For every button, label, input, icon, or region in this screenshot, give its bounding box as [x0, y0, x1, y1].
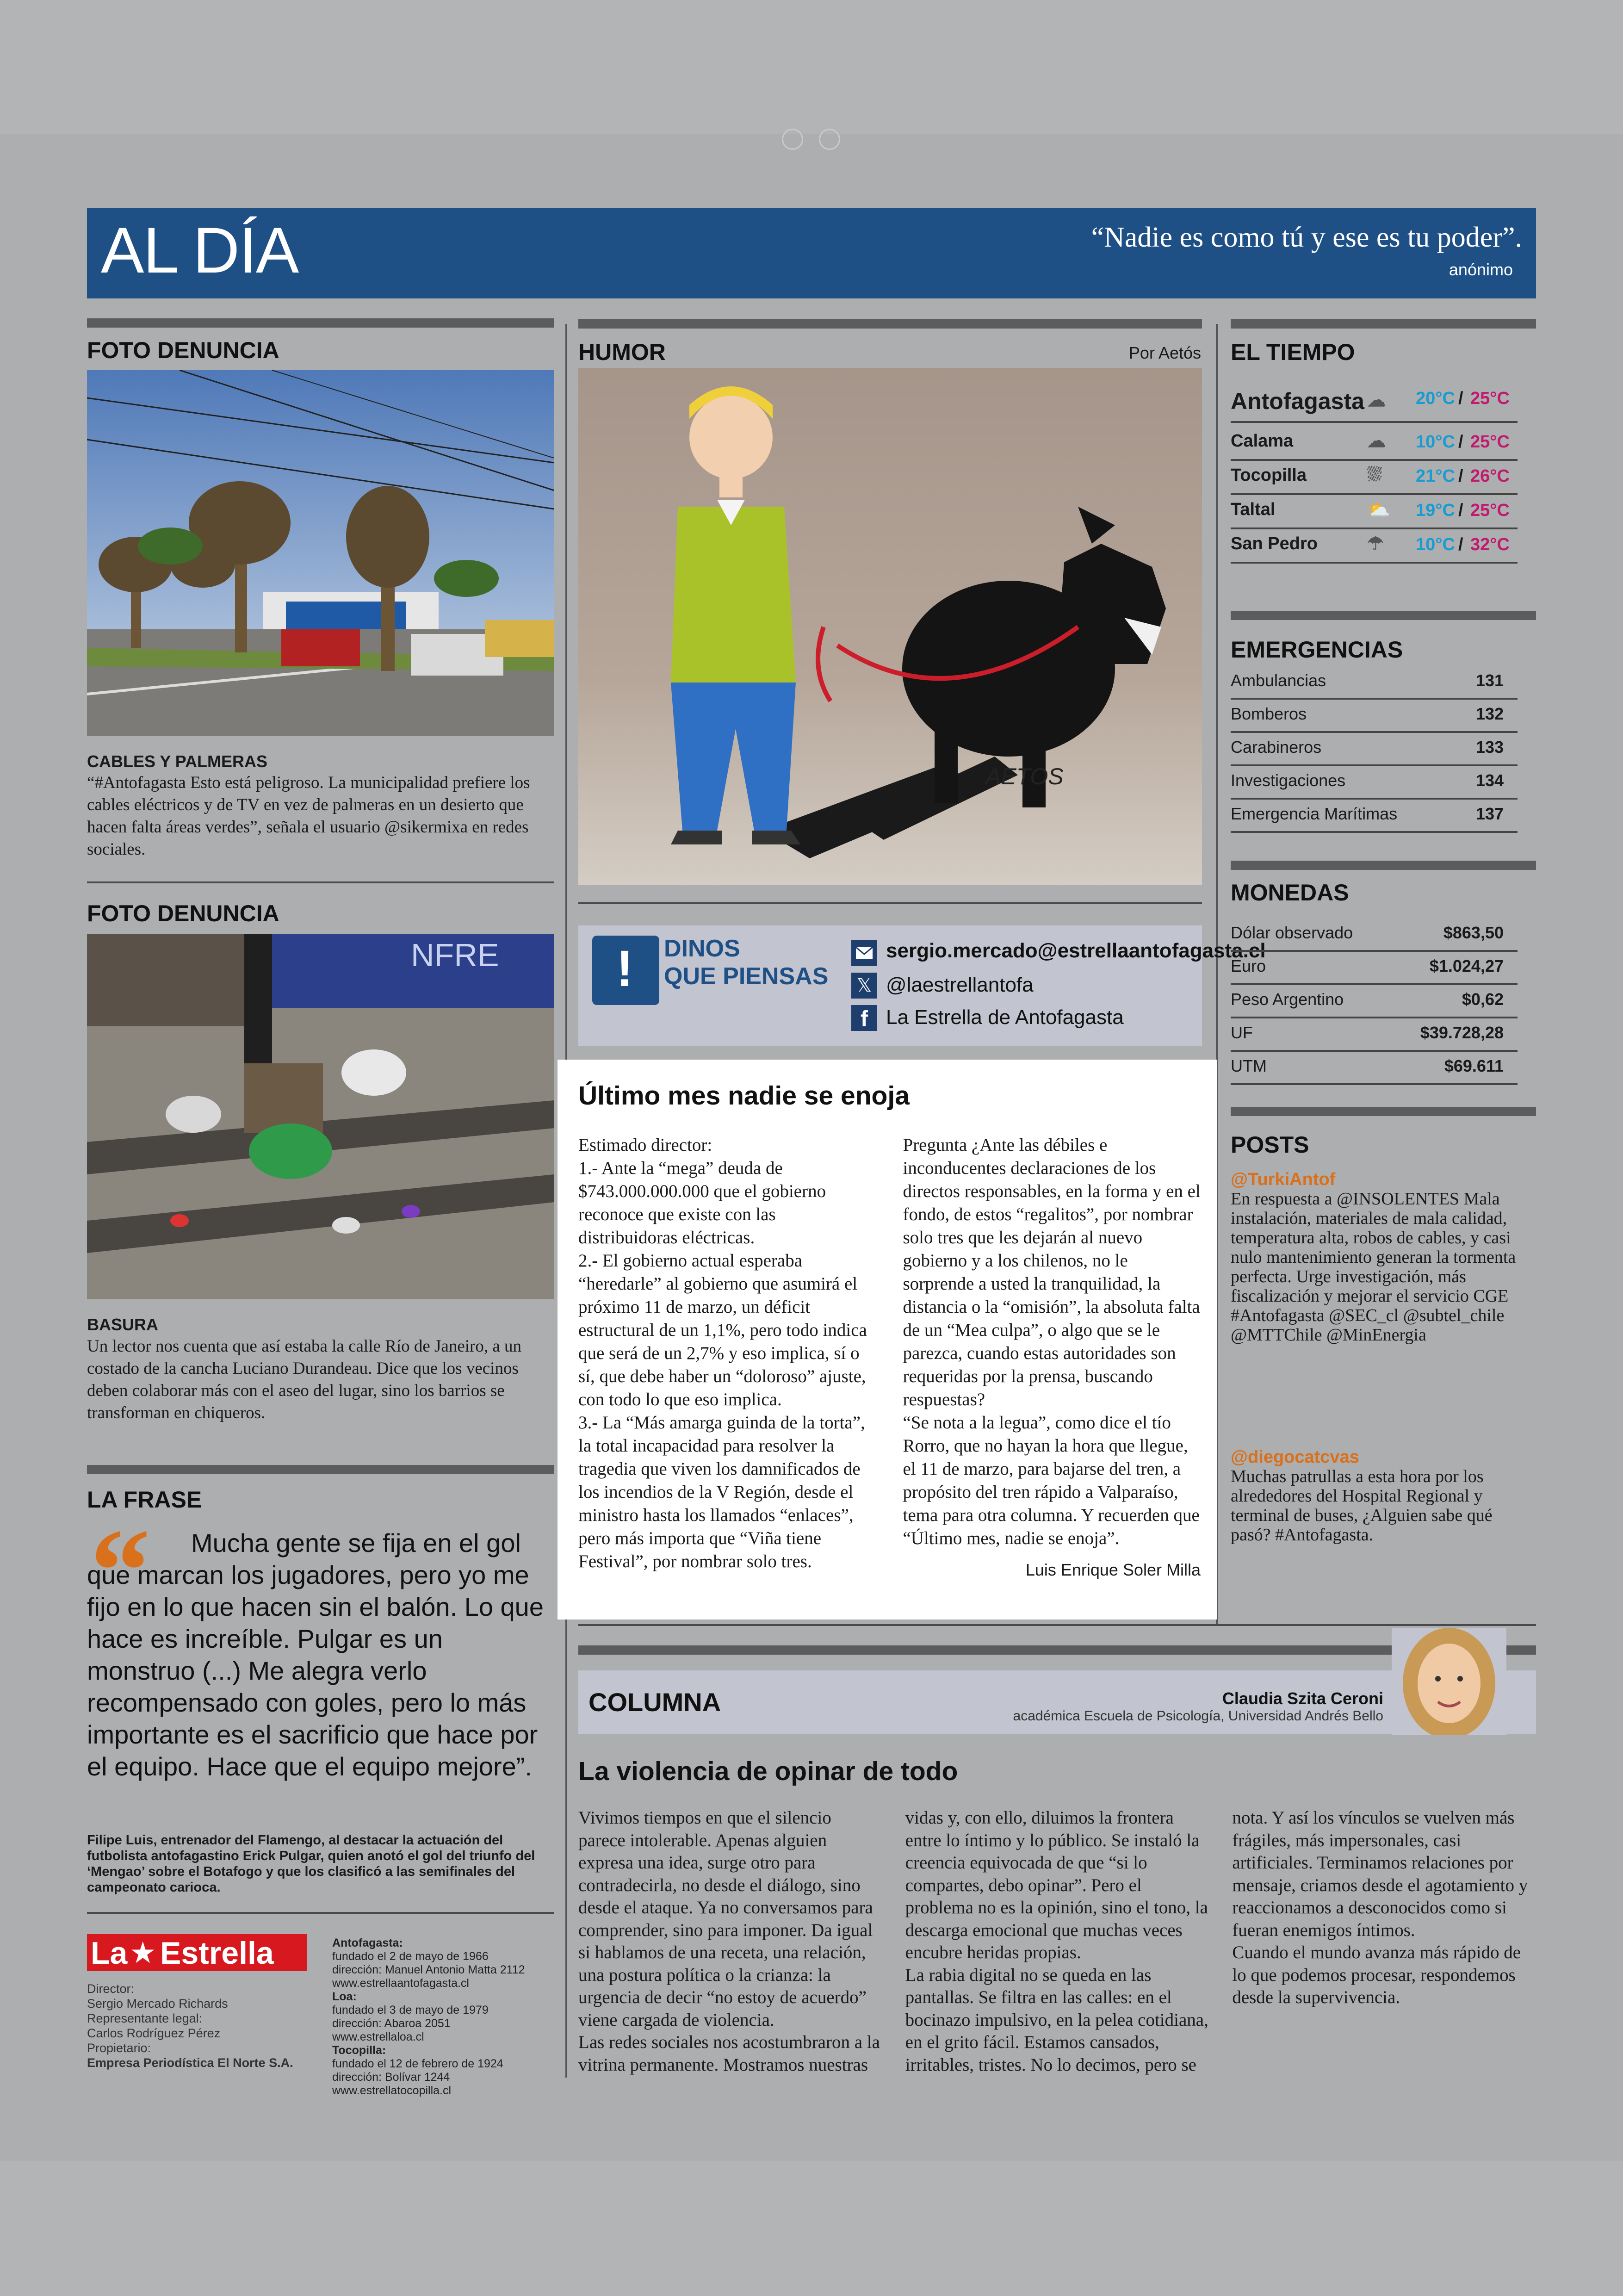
- weather-city: San Pedro: [1231, 534, 1318, 553]
- currency-value: $39.728,28: [1420, 1023, 1504, 1042]
- director-name: Sergio Mercado Richards: [87, 1997, 228, 2011]
- post-handle[interactable]: @TurkiAntof: [1231, 1170, 1336, 1189]
- edition-address: dirección: Bolívar 1244: [332, 2071, 450, 2084]
- photo-cables-illustration: [87, 370, 554, 736]
- la-frase-quote: Mucha gente se fija en el gol que marcan los jugadores, pero yo me fijo en lo que hacen sin el balón. Lo que hace es increíble. Pulgar es un monstruo (...) Me alegra verlo recompensado con goles, pero lo más importante es el sacrificio que hace por el equipo. Hace que el equipo mejore”.: [87, 1528, 544, 1781]
- weather-min: 10°C: [1416, 432, 1455, 452]
- emergency-row: [1231, 800, 1518, 833]
- columna-paragraph: Cuando el mundo avanza más rápido de lo que podemos procesar, respondemos desde la supervivencia.: [1232, 1942, 1521, 2007]
- cloud-wind-icon: ☁: [1367, 431, 1386, 451]
- slash: /: [1458, 432, 1463, 452]
- cloud-rain-icon: ⛆: [1367, 465, 1382, 485]
- section-title-monedas: MONEDAS: [1231, 880, 1349, 906]
- divider: [578, 1624, 1536, 1626]
- columnist-avatar: [1392, 1628, 1506, 1735]
- la-frase-attribution: Filipe Luis, entrenador del Flamengo, al destacar la actuación del futbolista antofagastino Erick Pulgar, quien anotó el gol del triunfo del ‘Mengao’ sobre el Botafogo y que los clasificó a las semifinales del campeonato carioca.: [87, 1833, 535, 1895]
- currency-value: $0,62: [1462, 990, 1504, 1009]
- speech-bubble-icon: [592, 936, 659, 1005]
- currency-value: $863,50: [1443, 923, 1504, 942]
- divider: [1231, 611, 1536, 620]
- sun-rain-icon: ☂: [1367, 534, 1384, 554]
- letter-paragraph: Estimado director:: [578, 1135, 712, 1155]
- zoom-out-icon[interactable]: [782, 129, 803, 150]
- dinos-label-2: QUE PIENSAS: [664, 963, 829, 990]
- edition-city: Loa:: [332, 1990, 357, 2003]
- weather-max: 25°C: [1470, 501, 1510, 520]
- section-banner: [87, 208, 1536, 298]
- currency-value: $69.611: [1444, 1056, 1504, 1075]
- weather-city: Tocopilla: [1231, 465, 1307, 485]
- currency-label: Dólar observado: [1231, 923, 1353, 942]
- divider: [1231, 1107, 1536, 1116]
- weather-row: [1231, 461, 1518, 495]
- divider: [87, 318, 554, 328]
- weather-max: 32°C: [1470, 535, 1510, 554]
- section-title-foto-denuncia: FOTO DENUNCIA: [87, 337, 279, 363]
- weather-min: 21°C: [1416, 466, 1455, 486]
- exclamation-icon: !: [616, 940, 633, 997]
- zoom-in-icon[interactable]: [819, 129, 840, 150]
- columna-title: La violencia de opinar de todo: [578, 1756, 958, 1786]
- photo-caption-2: Un lector nos cuenta que así estaba la calle Río de Janeiro, a un costado de la cancha Luciano Durandeau. Dice que los vecinos deben colaborar más con el aseo del lugar, sino los barrios se transforman en chiqueros.: [87, 1337, 522, 1422]
- envelope-svg: [851, 940, 877, 966]
- director-label: Director:: [87, 1982, 135, 1996]
- weather-city: Taltal: [1231, 500, 1276, 519]
- owner-label: Propietario:: [87, 2041, 151, 2055]
- edition-founded: fundado el 3 de mayo de 1979: [332, 2004, 489, 2017]
- masthead-editions: [332, 1936, 525, 2097]
- emergency-number[interactable]: 133: [1475, 738, 1504, 757]
- divider: [578, 902, 1202, 904]
- cartoon-illustration: [578, 368, 1202, 885]
- weather-max: 25°C: [1470, 432, 1510, 452]
- edition-founded: fundado el 2 de mayo de 1966: [332, 1950, 489, 1963]
- currency-label: UTM: [1231, 1056, 1267, 1075]
- x-icon: 𝕏: [851, 973, 877, 999]
- cartoon-signature: AETOS: [985, 763, 1064, 789]
- emergency-number[interactable]: 134: [1475, 771, 1504, 790]
- emergency-row: [1231, 766, 1518, 800]
- edition-founded: fundado el 12 de febrero de 1924: [332, 2057, 503, 2070]
- facebook-icon: f: [851, 1005, 877, 1031]
- section-title-el-tiempo: EL TIEMPO: [1231, 339, 1355, 365]
- letter-paragraph: “Se nota a la legua”, como dice el tío Rorro, que no hayan la hora que llegue, el 11 de marzo, para bajarse del tren, a propósito del tren rápido a Valparaíso, tema para otra columna. Y recuerden que “Último mes, nadie se enoja”.: [903, 1413, 1200, 1548]
- divider: [1231, 319, 1536, 329]
- letter-body: [578, 1134, 1202, 1601]
- columnist-name: Claudia Szita Ceroni: [1222, 1689, 1383, 1708]
- weather-max: 26°C: [1470, 466, 1510, 486]
- logo-text-estrella: Estrella: [160, 1936, 274, 1971]
- emergency-label: Emergencia Marítimas: [1231, 804, 1398, 823]
- dinos-facebook[interactable]: La Estrella de Antofagasta: [886, 1006, 1124, 1029]
- emergency-label: Carabineros: [1231, 738, 1322, 757]
- emergency-number[interactable]: 137: [1475, 804, 1504, 823]
- currency-row: [1231, 1018, 1518, 1052]
- weather-city: Antofagasta: [1231, 388, 1364, 414]
- section-title-foto-denuncia-2: FOTO DENUNCIA: [87, 900, 279, 926]
- banner-quote: “Nadie es como tú y ese es tu poder”.: [1091, 222, 1522, 253]
- dinos-email[interactable]: sergio.mercado@estrellaantofagasta.cl: [886, 939, 1266, 962]
- columna-paragraph: Las redes sociales nos acostumbraron a la vitrina permanente. Mostramos nuestras vidas y, con ello, diluimos la frontera entre lo íntimo y lo público. Se instaló la creencia equivocada de que “si lo compartes, debo opinar”. Pero el problema no es la opinión, sino el tono, la descarga emocional que muchas veces encubre heridas propias.: [578, 1808, 1208, 2075]
- weather-city: Calama: [1231, 431, 1294, 451]
- post-text: Muchas patrullas a esta hora por los alrededores del Hospital Regional y terminal de buses, ¿Alguien sabe qué pasó? #Antofagasta.: [1231, 1467, 1493, 1545]
- weather-row: [1231, 529, 1518, 564]
- photo-headline-2: BASURA: [87, 1315, 159, 1334]
- photo-caption: “#Antofagasta Esto está peligroso. La municipalidad prefiere los cables eléctricos y de TV en vez de palmeras en un desierto que hacen falta áreas verdes”, señala el usuario @sikermixa en redes sociales.: [87, 773, 530, 859]
- rep-name: Carlos Rodríguez Pérez: [87, 2026, 221, 2040]
- emergency-row: [1231, 700, 1518, 733]
- weather-row: [1231, 384, 1518, 423]
- cloud-wind-icon: ☁: [1367, 390, 1386, 410]
- banner-title: AL DÍA: [101, 214, 298, 286]
- logo-text-la: La: [91, 1936, 128, 1971]
- slash: /: [1458, 466, 1463, 486]
- slash: /: [1458, 389, 1463, 408]
- svg-text:NFRE: NFRE: [411, 937, 499, 973]
- post-text: En respuesta a @INSOLENTES Mala instalación, materiales de mala calidad, temperatura alta, robos de cables, y casi nulo mantenimiento generan la tormenta perfecta. Urge investigación, más fiscalización y mejorar el servicio CGE #Antofagasta @SEC_cl @subtel_chile @MTTChile @MinEnergia: [1231, 1189, 1516, 1345]
- slash: /: [1458, 535, 1463, 554]
- emergency-row: [1231, 666, 1518, 700]
- emergency-label: Investigaciones: [1231, 771, 1346, 790]
- section-title-columna: COLUMNA: [588, 1688, 721, 1717]
- currency-row: [1231, 985, 1518, 1018]
- divider: [87, 881, 554, 883]
- edition-address: dirección: Manuel Antonio Matta 2112: [332, 1963, 525, 1976]
- letter-title: Último mes nadie se enoja: [578, 1081, 910, 1111]
- avatar-illustration: [1392, 1628, 1506, 1735]
- letter-paragraph: 1.- Ante la “mega” deuda de $743.000.000.000 que el gobierno reconoce que existe con las distribuidoras eléctricas.: [578, 1158, 826, 1247]
- emergency-label: Ambulancias: [1231, 671, 1326, 690]
- divider: [578, 319, 1202, 329]
- photo-headline: CABLES Y PALMERAS: [87, 752, 268, 771]
- section-title-humor: HUMOR: [578, 339, 666, 365]
- weather-min: 10°C: [1416, 535, 1455, 554]
- post-handle[interactable]: @diegocatcvas: [1231, 1447, 1359, 1467]
- weather-row: [1231, 495, 1518, 529]
- letter-paragraph: 2.- El gobierno actual esperaba “heredarle” al gobierno que asumirá el próximo 11 de marzo, un déficit estructural de un 1,1%, pero todo indica que será de un 2,7% y eso implica, sí o sí, que debe haber un “doloroso” ajuste, con todo lo que eso implica.: [578, 1251, 867, 1409]
- columna-paragraph: La rabia digital no se queda en las pantallas. Se filtra en las calles: en el bocinazo impulsivo, en la pelea cotidiana, en el grito fácil. Estamos cansados, irritables, tristes. No lo decimos, pero se nota. Y así los vínculos se vuelven más frágiles, más impersonales, casi artificiales. Terminamos relaciones por mensaje, criamos desde el agotamiento y reaccionamos a desconocidos como si fueran enemigos íntimos.: [905, 1808, 1528, 2075]
- edition-web[interactable]: www.estrellaantofagasta.cl: [332, 1977, 469, 1990]
- weather-min: 19°C: [1416, 501, 1455, 520]
- edition-web[interactable]: www.estrellaloa.cl: [332, 2030, 424, 2043]
- section-title-emergencias: EMERGENCIAS: [1231, 637, 1403, 663]
- section-title-la-frase: LA FRASE: [87, 1487, 202, 1513]
- email-icon: [851, 940, 877, 966]
- dinos-label-1: DINOS: [664, 935, 740, 962]
- columnist-role: académica Escuela de Psicología, Universidad Andrés Bello: [1013, 1708, 1383, 1724]
- photo-basura: [87, 934, 554, 1299]
- letter-signature: Luis Enrique Soler Milla: [1025, 1560, 1201, 1579]
- edition-city: Tocopilla:: [332, 2044, 386, 2057]
- photo-cables-palmeras: [87, 370, 554, 736]
- rep-label: Representante legal:: [87, 2011, 203, 2025]
- section-title-posts: POSTS: [1231, 1132, 1309, 1158]
- weather-min: 20°C: [1416, 389, 1455, 408]
- columna-body: [578, 1807, 1536, 2085]
- columna-paragraph: Vivimos tiempos en que el silencio parece intolerable. Apenas alguien expresa una idea, surge otro para contradecirla, no desde el diálogo, sino desde el ataque. Ya no conversamos para comprender, sino para imponer. Da igual si hablamos de una receta, una relación, una postura política o la crianza: la urgencia de decir “no estoy de acuerdo” viene cargada de violencia.: [578, 1808, 873, 2030]
- weather-row: [1231, 427, 1518, 461]
- currency-row: [1231, 952, 1518, 985]
- letter-article: [558, 1060, 1217, 1620]
- emergency-label: Bomberos: [1231, 704, 1307, 723]
- slash: /: [1458, 501, 1463, 520]
- letter-paragraph: Pregunta ¿Ante las débiles e inconducentes declaraciones de los directos responsables, en la forma y en el fondo, de estos “regalitos”, por nombrar solo tres que les dejarán al nuevo gobierno y a los chilenos, no le sorprende a usted la tranquilidad, la distancia o la “omisión”, la absoluta falta de un “Mea culpa”, o algo que se le parezca, cuando estas autoridades son requeridas por la prensa, buscando respuestas?: [903, 1135, 1201, 1409]
- quote-mark-icon: “: [90, 1504, 150, 1638]
- edition-address: dirección: Abaroa 2051: [332, 2017, 451, 2030]
- star-icon: ★: [130, 1936, 156, 1969]
- banner-quote-author: anónimo: [1449, 260, 1513, 279]
- humor-cartoon: [578, 368, 1202, 885]
- currency-label: Euro: [1231, 956, 1266, 975]
- la-estrella-logo: [87, 1934, 307, 1971]
- emergency-number[interactable]: 132: [1475, 704, 1504, 723]
- currency-row: [1231, 918, 1518, 952]
- currency-row: [1231, 1052, 1518, 1085]
- currency-label: UF: [1231, 1023, 1253, 1042]
- emergency-row: [1231, 733, 1518, 766]
- divider: [1231, 861, 1536, 870]
- humor-credit: Por Aetós: [1128, 343, 1201, 362]
- currency-label: Peso Argentino: [1231, 990, 1344, 1009]
- sun-cloud-icon: ⛅: [1367, 500, 1390, 520]
- divider: [87, 1912, 554, 1914]
- emergency-number[interactable]: 131: [1475, 671, 1504, 690]
- dinos-x-handle[interactable]: @laestrellantofa: [886, 974, 1034, 996]
- weather-max: 25°C: [1470, 389, 1510, 408]
- owner-name: Empresa Periodística El Norte S.A.: [87, 2056, 293, 2070]
- edition-city: Antofagasta:: [332, 1936, 403, 1949]
- divider: [87, 1465, 554, 1474]
- currency-value: $1.024,27: [1429, 956, 1504, 975]
- masthead-staff: [87, 1981, 293, 2070]
- edition-web[interactable]: www.estrellatocopilla.cl: [332, 2084, 452, 2097]
- letter-paragraph: 3.- La “Más amarga guinda de la torta”, la total incapacidad para resolver la tragedia que viven los damnificados de los incendios de la V Región, desde el ministro hasta los llamados “enlaces”, pero más importa que “Viña tiene Festival”, por nombrar solo tres.: [578, 1413, 865, 1571]
- photo-basura-illustration: [87, 934, 554, 1299]
